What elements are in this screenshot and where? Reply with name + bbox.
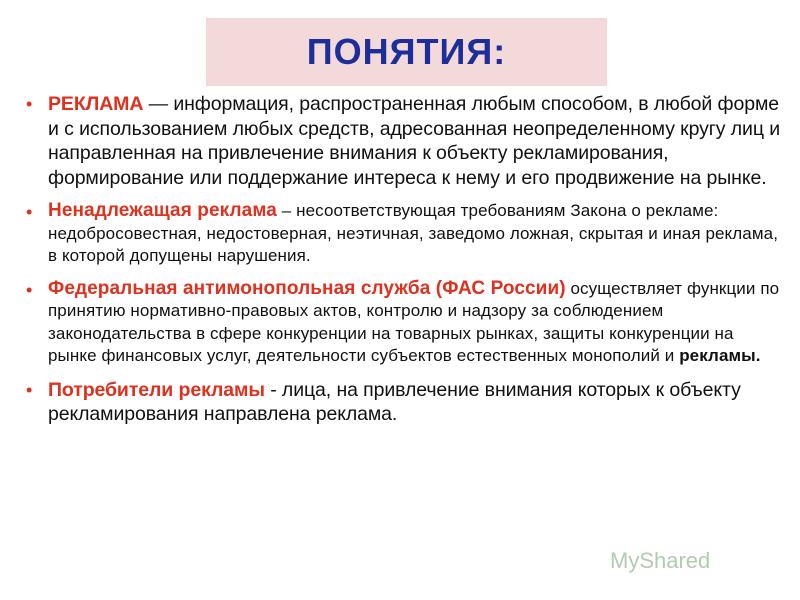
bullet-dot-icon: •	[26, 379, 33, 400]
definition-emphasis: рекламы.	[679, 346, 761, 365]
definition-text: – несоответствующая требованиям Закона о рекламе: недобросовестная, недостоверная, неэтичная, заведомо ложная, скрытая и иная реклама, в которой допущены нарушения.	[48, 201, 779, 265]
bullet-dot-icon: •	[26, 202, 33, 222]
definition-text: — информация, распространенная любым способом, в любой форме и с использованием любых средств, адресованная неопределенному кругу лиц и направленная на привлечение внимания к объекту рекламирования, формирование или поддержание интереса к нему и его продвижение на рынке.	[48, 93, 781, 189]
definition-improper-advertising	[26, 200, 786, 268]
definitions-list	[26, 92, 786, 437]
definition-advertising	[26, 92, 786, 190]
slide-title-box	[206, 18, 607, 86]
definition-term: Потребители рекламы	[48, 378, 265, 401]
definition-consumers	[26, 378, 786, 427]
slide-title: ПОНЯТИЯ:	[306, 31, 507, 72]
definition-text: осуществляет функции по принятию нормативно-правовых актов, контролю и надзору за соблюдением законодательства в сфере конкуренции на товарных рынках, защиты конкуренции на рынке финансовых услуг, деятельности субъектов естественных монополий и	[48, 278, 780, 365]
definition-text: - лица, на привлечение внимания которых к объекту рекламирования направлена реклама.	[48, 378, 741, 425]
definition-term: Федеральная антимонопольная служба (ФАС России)	[48, 277, 566, 299]
definition-term: Ненадлежащая реклама	[48, 200, 277, 221]
watermark-logo: MyShared	[610, 548, 711, 573]
bullet-dot-icon: •	[26, 279, 33, 300]
bullet-dot-icon: •	[26, 94, 33, 114]
definition-term: РЕКЛАМА	[48, 93, 144, 115]
definition-fas	[26, 278, 786, 368]
